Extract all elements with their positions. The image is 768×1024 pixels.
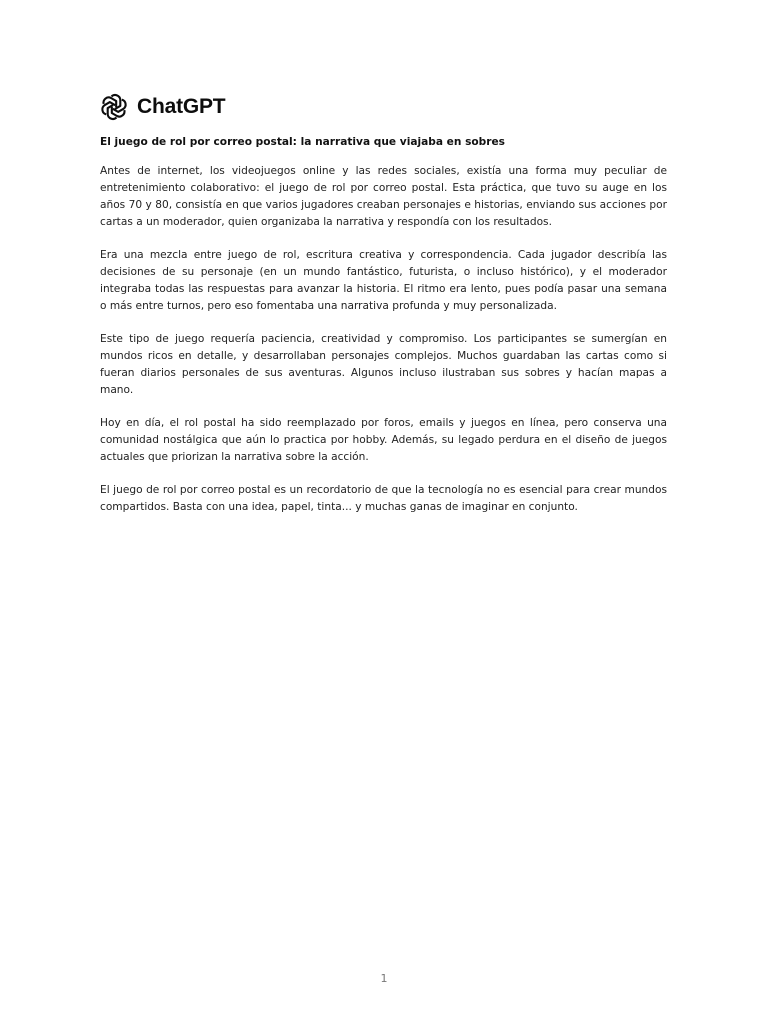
paragraph: Hoy en día, el rol postal ha sido reemplazado por foros, emails y juegos en línea, pero conserva una comunidad nostálgica que aún lo practica por hobby. Además, su legado perdura en el diseño de juegos actuales que priorizan la narrativa sobre la acción. [100, 417, 667, 463]
document-title: El juego de rol por correo postal: la narrativa que viajaba en sobres [100, 136, 505, 148]
paragraph: Antes de internet, los videojuegos online y las redes sociales, existía una forma muy peculiar de entretenimiento colaborativo: el juego de rol por correo postal. Esta práctica, que tuvo su auge en los años 70 y 80, consistía en que varios jugadores creaban personajes e historias, enviando sus acciones por cartas a un moderador, quien organizaba la narrativa y respondía con los resultados. [100, 165, 667, 228]
paragraph: El juego de rol por correo postal es un recordatorio de que la tecnología no es esencial para crear mundos compartidos. Basta con una idea, papel, tinta... y muchas ganas de imaginar en conjunto. [100, 484, 667, 513]
paragraph: Era una mezcla entre juego de rol, escritura creativa y correspondencia. Cada jugador describía las decisiones de su personaje (en un mundo fantástico, futurista, o incluso histórico), y el moderador integraba todas las respuestas para avanzar la historia. El ritmo era lento, pues podía pasar una semana o más entre turnos, pero eso fomentaba una narrativa profunda y muy personalizada. [100, 249, 667, 312]
paragraph: Este tipo de juego requería paciencia, creatividad y compromiso. Los participantes se sumergían en mundos ricos en detalle, y desarrollaban personajes complejos. Muchos guardaban las cartas como si fueran diarios personales de sus aventuras. Algunos incluso ilustraban sus sobres y hacían mapas a mano. [100, 333, 667, 396]
document-header [100, 93, 225, 121]
page-number: 1 [380, 972, 388, 985]
chatgpt-logo-icon [100, 93, 128, 121]
document-body [100, 134, 667, 532]
brand-name: ChatGPT [137, 95, 226, 118]
